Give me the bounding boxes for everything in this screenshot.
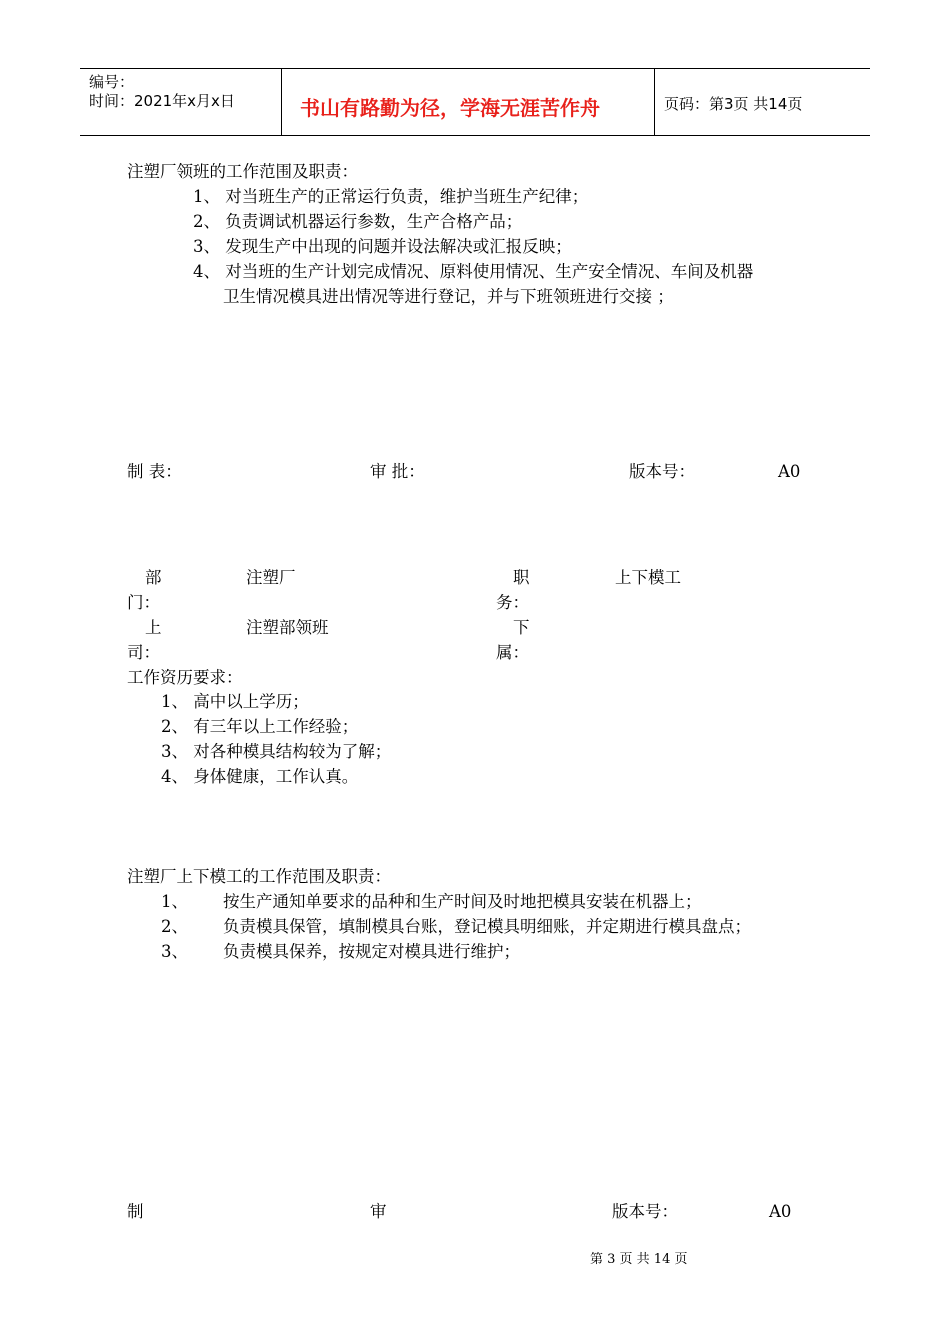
section2-item-text: 负责模具保管，填制模具台账，登记模具明细账，并定期进行模具盘点； (223, 917, 751, 936)
footer-page-number: 第 3 页 共 14 页 (590, 1252, 688, 1267)
sign1-approve-label: 审 批： (370, 462, 425, 481)
sign2-version-label: 版本号： (612, 1202, 678, 1221)
section2-item-number: 3、 (161, 942, 188, 961)
boss-label-bottom: 司： (127, 643, 160, 662)
requirements-item: 2、 有三年以上工作经验； (161, 717, 359, 736)
requirements-item: 4、 身体健康，工作认真。 (161, 767, 359, 786)
requirements-title: 工作资历要求： (127, 668, 243, 687)
requirements-item: 1、 高中以上学历； (161, 692, 309, 711)
header-code-label: 编号： (89, 73, 135, 91)
boss-value: 注塑部领班 (246, 618, 329, 637)
requirements-item: 3、 对各种模具结构较为了解； (161, 742, 392, 761)
post-value: 上下模工 (615, 568, 681, 587)
section1-item-continuation: 卫生情况模具进出情况等进行登记，并与下班领班进行交接 ； (223, 287, 674, 306)
sub-label-bottom: 属： (496, 643, 529, 662)
section1-item: 1、 对当班生产的正常运行负责，维护当班生产纪律； (193, 187, 589, 206)
dept-label-bottom: 门： (127, 593, 160, 612)
section2-item-text: 按生产通知单要求的品种和生产时间及时地把模具安装在机器上； (223, 892, 702, 911)
header-bottom-rule (80, 135, 870, 136)
section1-item: 4、 对当班的生产计划完成情况、原料使用情况、生产安全情况、车间及机器 (193, 262, 754, 281)
sign1-version-label: 版本号： (629, 462, 695, 481)
section1-item: 3、 发现生产中出现的问题并设法解决或汇报反映； (193, 237, 572, 256)
dept-value: 注塑厂 (246, 568, 296, 587)
section1-title: 注塑厂领班的工作范围及职责： (127, 162, 358, 181)
header-top-rule (80, 68, 870, 69)
sign1-maker-label: 制 表： (127, 462, 182, 481)
section2-item-text: 负责模具保养，按规定对模具进行维护； (223, 942, 520, 961)
header-divider-left (281, 68, 282, 135)
header-date-label: 时间：2021年x月x日 (89, 92, 235, 110)
post-label-top: 职 (513, 568, 530, 587)
sub-label-top: 下 (513, 618, 530, 637)
boss-label-top: 上 (145, 618, 162, 637)
sign2-approve-label: 审 (370, 1202, 387, 1221)
header-divider-right (654, 68, 655, 135)
section1-item: 2、 负责调试机器运行参数，生产合格产品； (193, 212, 523, 231)
section2-item-number: 2、 (161, 917, 188, 936)
post-label-bottom: 务： (496, 593, 529, 612)
dept-label-top: 部 (145, 568, 162, 587)
section2-title: 注塑厂上下模工的工作范围及职责： (127, 867, 391, 886)
sign2-version-value: A0 (769, 1202, 792, 1221)
sign1-version-value: A0 (778, 462, 801, 481)
section2-item-number: 1、 (161, 892, 188, 911)
sign2-maker-label: 制 (127, 1202, 144, 1221)
header-motto: 书山有路勤为径，学海无涯苦作舟 (300, 96, 600, 120)
header-page-label: 页码：第3页 共14页 (664, 95, 803, 113)
